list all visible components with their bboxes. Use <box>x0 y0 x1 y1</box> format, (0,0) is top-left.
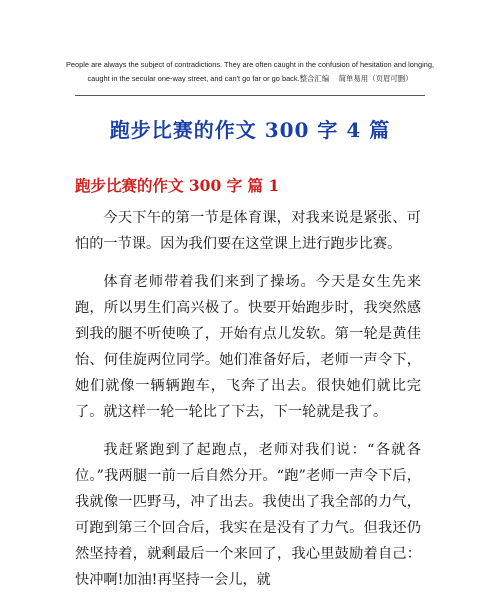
paragraph: 体育老师带着我们来到了操场。今天是女生先来跑，所以男生们高兴极了。快要开始跑步时，我突然感到我的腿不听使唤了，开始有点儿发软。第一轮是黄佳怡、何佳旋两位同学。她们准备好后，老师一声令下，她们就像一辆辆跑车，飞奔了出去。很快她们就比完了。就这样一轮一轮比了下去，下一轮就是我了。 <box>75 274 421 420</box>
article-body <box>75 205 421 605</box>
header-line-1: People are always the subject of contradictions. They are often caught in the confusion of hesitation and longing, <box>66 60 434 69</box>
section-title: 跑步比赛的作文 300 字 篇 1 <box>75 176 280 195</box>
paragraph: 今天下午的第一节是体育课，对我来说是紧张、可怕的一节课。因为我们要在这堂课上进行跑步比赛。 <box>75 210 421 252</box>
document-title: 跑步比赛的作文 300 字 4 篇 <box>109 118 391 142</box>
header-line-2: caught in the secular one-way street, and can't go far or go back.整合汇编 简单易用（页眉可删） <box>87 74 413 83</box>
header-divider <box>75 95 425 96</box>
page-header <box>40 58 460 86</box>
paragraph: 我赶紧跑到了起跑点，老师对我们说：“各就各位。”我两腿一前一后自然分开。“跑”老师一声令下后，我就像一匹野马，冲了出去。我使出了我全部的力气，可跑到第三个回合后，我实在是没有了力气。但我还仍然坚持着，就剩最后一个来回了，我心里鼓励着自己：快冲啊!加油!再坚持一会儿，就 <box>75 442 421 588</box>
